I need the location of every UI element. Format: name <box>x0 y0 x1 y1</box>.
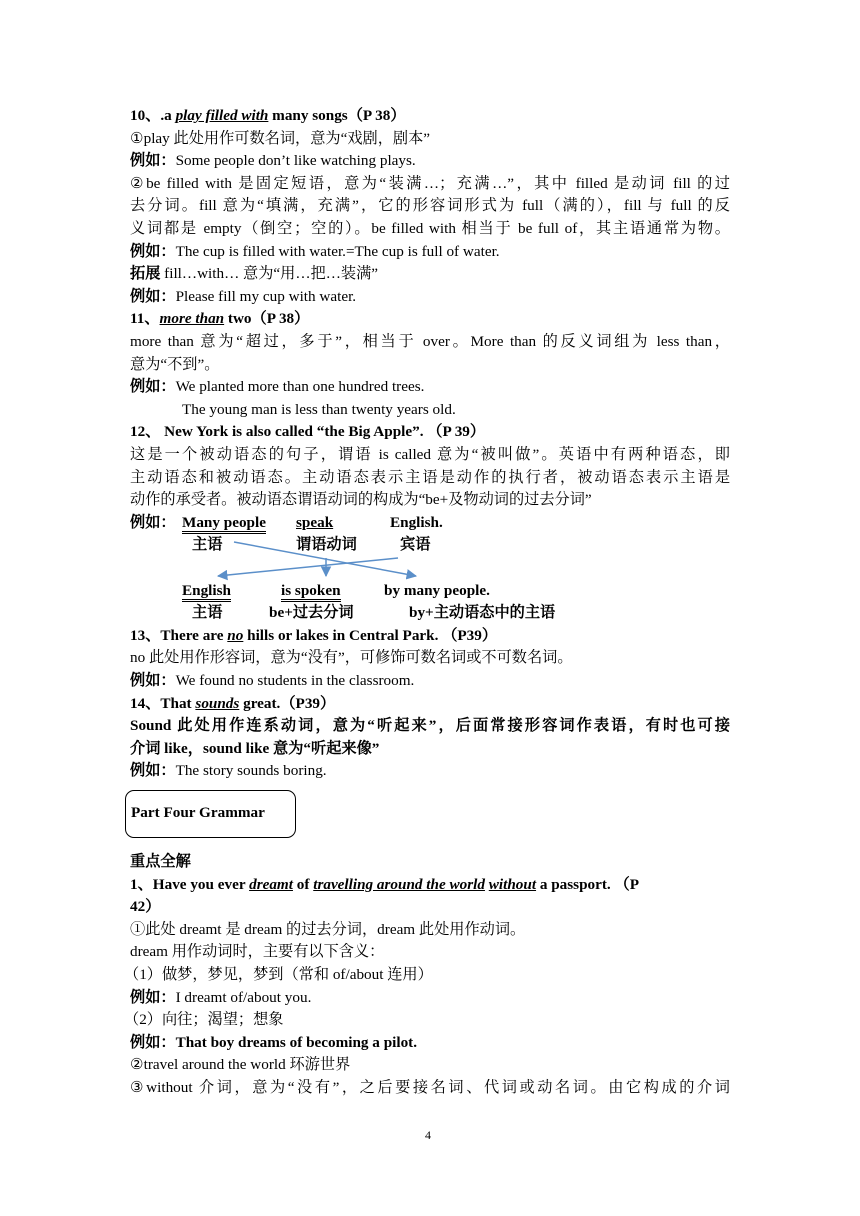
text-line: more than 意为“超过，多于”，相当于 over。More than 的反义词组为 less than， <box>130 333 730 350</box>
text-line: 去分词。fill 意为“填满，充满”，它的形容词形式为 full（满的），fill 与 full 的反 <box>130 197 730 215</box>
text-line: （2）向往；渴望；想象 <box>124 1011 284 1029</box>
passive-subject: English <box>182 580 231 603</box>
text-line: ②travel around the world 环游世界 <box>130 1056 351 1074</box>
label-object: 宾语 <box>400 536 431 554</box>
text-line: 意为“不到”。 <box>130 355 220 373</box>
active-subject: Many people <box>182 512 266 535</box>
text-line: 主动语态和被动语态。主动语态表示主语是动作的执行者，被动语态表示主语是 <box>130 468 730 486</box>
item-14-heading: 14、That sounds great.（P39） <box>130 694 336 712</box>
example-line: 例如：I dreamt of/about you. <box>130 988 312 1006</box>
example-line: 例如：We planted more than one hundred trees. <box>130 378 425 396</box>
example-label: 例如： <box>130 513 176 531</box>
active-verb: speak <box>296 513 334 531</box>
text-line: Sound 此处用作连系动词，意为“听起来”，后面常接形容词作表语，有时也可接 <box>130 717 730 735</box>
item-11-heading: 11、more than two（P 38） <box>130 310 310 328</box>
example-line: 例如：Please fill my cup with water. <box>130 287 357 305</box>
example-line: 例如：The cup is filled with water.=The cup is full of water. <box>130 242 500 260</box>
key-points-heading: 重点全解 <box>130 853 191 870</box>
text-line: 这是一个被动语态的句子，谓语 is called 意为“被叫做”。英语中有两种语态，即 <box>130 446 730 463</box>
label-subject-2: 主语 <box>192 604 223 622</box>
label-subject: 主语 <box>192 536 223 554</box>
text-line: 介词 like，sound like 意为“听起来像” <box>130 739 380 757</box>
text-line: ③without 介词，意为“没有”，之后要接名词、代词或动名词。由它构成的介词 <box>130 1079 730 1096</box>
item-12-heading: 12、 New York is also called “the Big Apple”. （P 39） <box>130 423 486 441</box>
part-four-box <box>125 790 296 838</box>
page-number: 4 <box>425 1128 431 1142</box>
example-line: 例如：We found no students in the classroom. <box>130 672 415 689</box>
text-line: no 此处用作形容词，意为“没有”，可修饰可数名词或不可数名词。 <box>130 649 573 667</box>
example-line: 例如：That boy dreams of becoming a pilot. <box>130 1033 418 1051</box>
text-line: （1）做梦，梦见，梦到（常和 of/about 连用） <box>124 966 433 983</box>
text-line: ②be filled with 是固定短语，意为“装满…；充满…”，其中 filled 是动词 fill 的过 <box>130 174 730 192</box>
part-four-title: Part Four Grammar <box>131 804 265 821</box>
text-line: 义词都是 empty（倒空；空的）。be filled with 相当于 be full of，其主语通常为物。 <box>130 220 730 237</box>
expand-line: 拓展 fill…with… 意为“用…把…装满” <box>130 265 379 283</box>
item-13-heading: 13、There are no hills or lakes in Central Park. （P39） <box>130 626 498 644</box>
label-predicate: 谓语动词 <box>296 536 357 554</box>
example-line: 例如：The story sounds boring. <box>130 762 327 780</box>
text-line: 动作的承受者。被动语态谓语动词的构成为“be+及物动词的过去分词” <box>130 491 592 509</box>
example-line: 例如：Some people don’t like watching plays. <box>130 152 416 170</box>
example-line: The young man is less than twenty years old. <box>182 400 456 418</box>
text-line: dream 用作动词时，主要有以下含义： <box>130 943 385 961</box>
grammar-item-1-cont: 42） <box>130 898 161 916</box>
active-object: English. <box>390 513 443 531</box>
text-line: ①play 此处用作可数名词，意为“戏剧，剧本” <box>130 129 431 147</box>
passive-by: by many people. <box>384 581 490 599</box>
item-10-heading: 10、.a play filled with many songs（P 38） <box>130 107 406 124</box>
label-by: by+主动语态中的主语 <box>409 604 556 622</box>
passive-verb: is spoken <box>281 580 341 603</box>
label-be: be+过去分词 <box>269 604 354 622</box>
grammar-item-1-heading: 1、Have you ever dreamt of travelling around the world without a passport. （P <box>130 875 639 893</box>
text-line: ①此处 dreamt 是 dream 的过去分词，dream 此处用作动词。 <box>130 920 526 938</box>
